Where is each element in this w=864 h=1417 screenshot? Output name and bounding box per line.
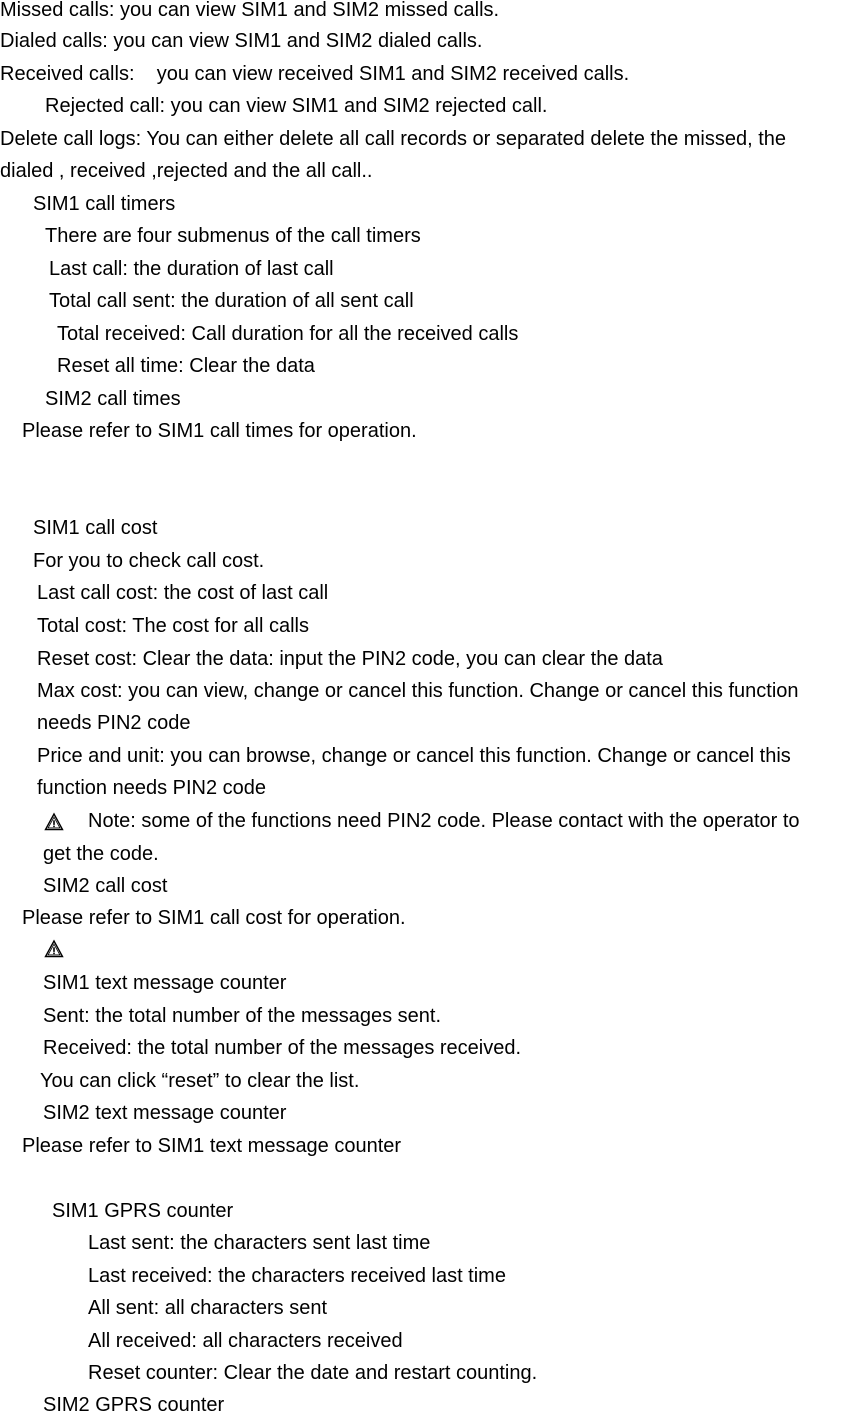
warning-icon	[44, 812, 64, 832]
price-unit-line-2: function needs PIN2 code	[37, 777, 267, 799]
max-cost-line-1: Max cost: you can view, change or cancel this function. Change or cancel this function	[37, 680, 799, 702]
missed-calls-line: Missed calls: you can view SIM1 and SIM2 missed calls.	[0, 0, 500, 21]
sim2-gprs-counter-heading: SIM2 GPRS counter	[43, 1394, 225, 1416]
note-line-1: Note: some of the functions need PIN2 code. Please contact with the operator to	[88, 810, 800, 832]
reset-all-time-line: Reset all time: Clear the data	[57, 355, 315, 377]
dialed-calls-line: Dialed calls: you can view SIM1 and SIM2 dialed calls.	[0, 30, 483, 52]
gprs-last-sent-line: Last sent: the characters sent last time	[88, 1232, 431, 1254]
gprs-all-sent-line: All sent: all characters sent	[88, 1297, 327, 1319]
sms-reset-line: You can click “reset” to clear the list.	[40, 1070, 360, 1092]
last-call-cost-line: Last call cost: the cost of last call	[37, 582, 329, 604]
total-call-sent-line: Total call sent: the duration of all sent call	[49, 290, 414, 312]
sim1-call-timers-heading: SIM1 call timers	[33, 193, 176, 215]
sim2-sms-counter-reference: Please refer to SIM1 text message counter	[22, 1135, 402, 1157]
gprs-last-received-line: Last received: the characters received last time	[88, 1265, 506, 1287]
gprs-all-received-line: All received: all characters received	[88, 1330, 403, 1352]
timers-intro: There are four submenus of the call timers	[45, 225, 421, 247]
last-call-line: Last call: the duration of last call	[49, 258, 334, 280]
sim2-call-times-reference: Please refer to SIM1 call times for operation.	[22, 420, 417, 442]
delete-call-logs-line-2: dialed , received ,rejected and the all call..	[0, 160, 373, 182]
sim2-call-times-heading: SIM2 call times	[45, 388, 181, 410]
reset-cost-line: Reset cost: Clear the data: input the PIN2 code, you can clear the data	[37, 648, 663, 670]
sim1-sms-counter-heading: SIM1 text message counter	[43, 972, 287, 994]
received-calls-line: Received calls: you can view received SIM1 and SIM2 received calls.	[0, 63, 630, 85]
gprs-reset-counter-line: Reset counter: Clear the date and restart counting.	[88, 1362, 538, 1384]
delete-call-logs-line-1: Delete call logs: You can either delete all call records or separated delete the missed, the	[0, 128, 787, 150]
cost-intro: For you to check call cost.	[33, 550, 265, 572]
total-received-line: Total received: Call duration for all the received calls	[57, 323, 519, 345]
price-unit-line-1: Price and unit: you can browse, change or cancel this function. Change or cancel this	[37, 745, 791, 767]
sim2-call-cost-reference: Please refer to SIM1 call cost for operation.	[22, 907, 406, 929]
sim1-gprs-counter-heading: SIM1 GPRS counter	[52, 1200, 234, 1222]
note-line-2: get the code.	[43, 843, 159, 865]
sms-sent-line: Sent: the total number of the messages sent.	[43, 1005, 442, 1027]
max-cost-line-2: needs PIN2 code	[37, 712, 191, 734]
sim2-sms-counter-heading: SIM2 text message counter	[43, 1102, 287, 1124]
sms-received-line: Received: the total number of the messages received.	[43, 1037, 522, 1059]
sim2-call-cost-heading: SIM2 call cost	[43, 875, 168, 897]
sim1-call-cost-heading: SIM1 call cost	[33, 517, 158, 539]
total-cost-line: Total cost: The cost for all calls	[37, 615, 309, 637]
rejected-call-line: Rejected call: you can view SIM1 and SIM2 rejected call.	[45, 95, 548, 117]
warning-icon	[44, 939, 64, 959]
